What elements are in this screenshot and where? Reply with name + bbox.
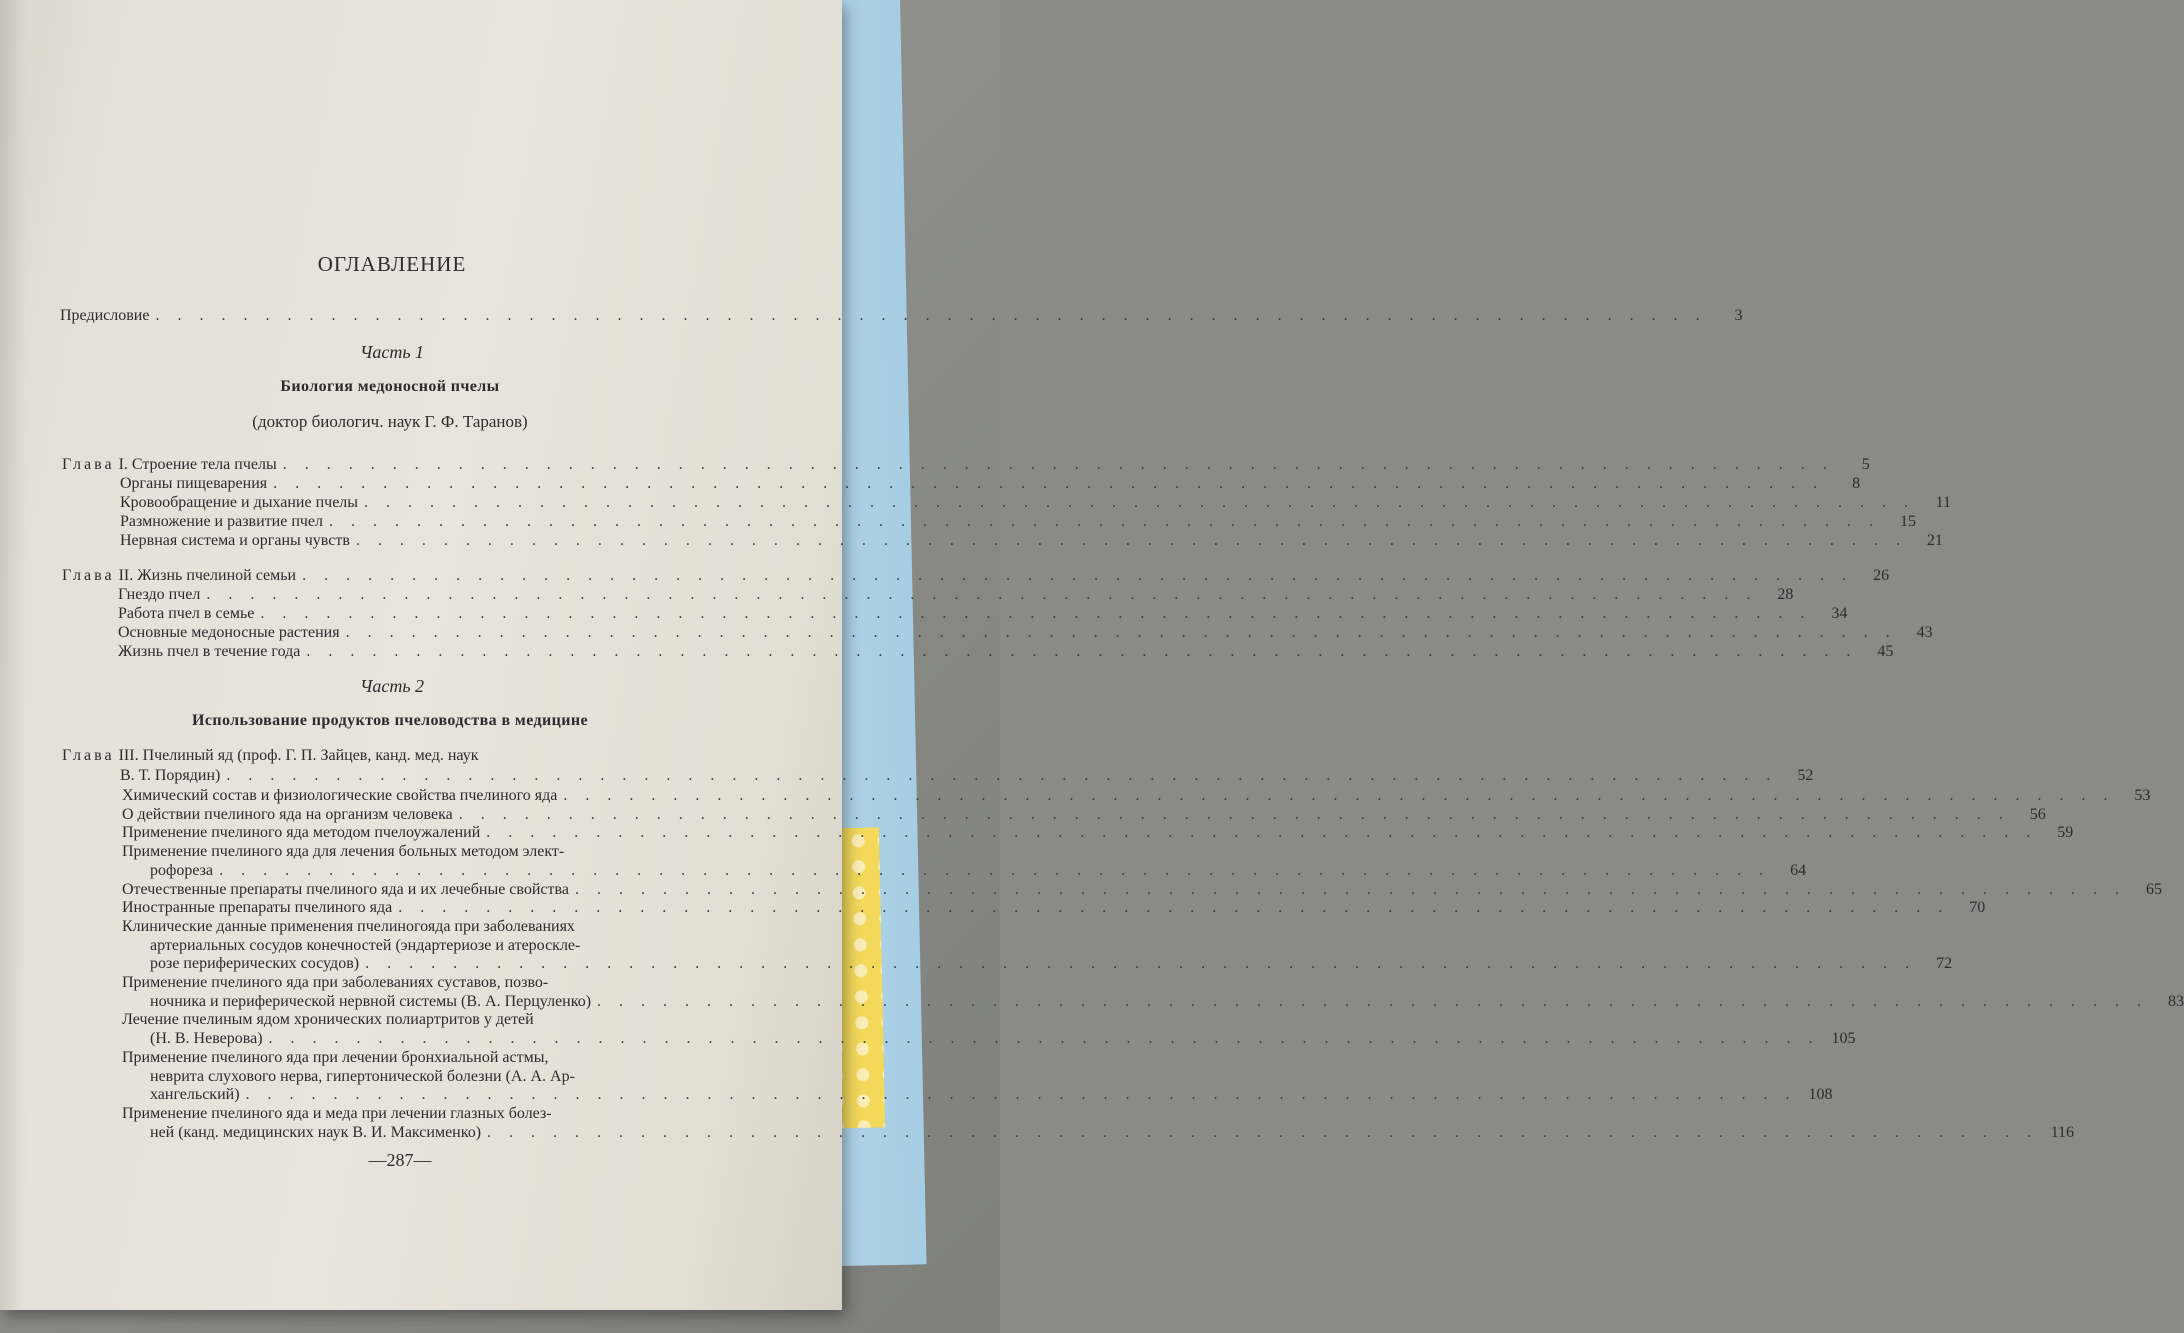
toc-entry — [120, 493, 1952, 512]
leader-dots — [283, 455, 1834, 474]
toc-entry — [150, 1029, 1856, 1048]
toc-entry — [150, 992, 2184, 1011]
toc-entry-label: Применение пчелиного яда методом пчелоужалений — [122, 824, 481, 842]
toc-entry-page: 43 — [1916, 624, 1933, 641]
toc-entry-label: Работа пчел в семье — [118, 605, 255, 622]
page-number: —287— — [368, 1150, 432, 1170]
leader-dots — [246, 1085, 1797, 1104]
toc-chapter — [62, 566, 1890, 585]
toc-entry-label: Иностранные препараты пчелиного яда — [122, 899, 393, 917]
toc-entry-label: Кровообращение и дыхание пчелы — [120, 494, 359, 511]
leader-dots — [597, 992, 2148, 1011]
toc-chapter — [62, 455, 1870, 474]
leader-dots — [206, 585, 1757, 604]
toc-entry-page: 28 — [1777, 586, 1794, 603]
leader-dots — [365, 954, 1916, 973]
leader-dots — [302, 566, 1853, 585]
toc-entry-page: 34 — [1831, 605, 1848, 622]
leader-dots — [459, 805, 2010, 824]
chapter-title: II. Жизнь пчелиной семьи — [118, 567, 297, 584]
toc-entry-page: 5 — [1861, 456, 1870, 473]
toc-entry-label: (Н. В. Неверова) — [150, 1030, 263, 1048]
toc-chapter — [62, 746, 478, 765]
toc-entry-label: розе периферических сосудов) — [150, 955, 360, 973]
toc-entry-label-line: Лечение пчелиным ядом хронических полиартритов у детей — [122, 1011, 534, 1029]
toc-entry-label: О действии пчелиного яда на организм человека — [122, 805, 453, 823]
toc-entry — [118, 623, 1933, 642]
chapter-prefix: Глава — [62, 567, 115, 584]
toc-entry-page: 64 — [1790, 861, 1807, 879]
chapter-prefix: Глава — [62, 456, 115, 473]
toc-entry-label-line: Применение пчелиного яда для лечения больных методом элект- — [122, 843, 565, 861]
leader-dots — [269, 1029, 1820, 1048]
chapter-title: III. Пчелиный яд (проф. Г. П. Зайцев, канд. мед. наук — [118, 747, 479, 764]
page-title: ОГЛАВЛЕНИЕ — [317, 252, 467, 276]
leader-dots — [155, 306, 1706, 325]
toc-entry-page: 108 — [1808, 1086, 1833, 1104]
toc-entry — [120, 474, 1861, 493]
chapter-title: I. Строение тела пчелы — [118, 456, 277, 473]
toc-entry — [122, 805, 2046, 824]
toc-entry-page: 3 — [1734, 307, 1743, 324]
toc-entry-label-line: Применение пчелиного яда и меда при лечении глазных болез- — [122, 1104, 552, 1122]
leader-dots — [486, 823, 2037, 842]
toc-entry — [120, 512, 1917, 531]
toc-entry-page: 11 — [1935, 494, 1952, 511]
toc-entry-label-line: Клинические данные применения пчелиногояда при заболеваниях — [122, 917, 575, 935]
part-label: Часть 2 — [359, 676, 425, 696]
toc-entry-page: 8 — [1852, 475, 1861, 492]
toc-entry-label: Химический состав и физиологические свойства пчелиного яда — [122, 787, 558, 804]
part-label: Часть 1 — [359, 342, 425, 362]
toc-entry-page: 65 — [2145, 880, 2162, 898]
toc-entry-preface — [60, 306, 1743, 325]
toc-entry-label-line: артериальных сосудов конечностей (эндартериозе и атероскле- — [150, 936, 581, 954]
toc-entry-page: 59 — [2057, 824, 2074, 842]
toc-entry-page: 83 — [2168, 992, 2184, 1010]
toc-entry-label: ночника и периферической нервной системы (В. А. Перцуленко) — [150, 992, 592, 1010]
toc-entry-page: 105 — [1831, 1030, 1856, 1048]
toc-entry-label: Предисловие — [60, 307, 150, 324]
toc-entry — [118, 642, 1894, 661]
leader-dots — [260, 604, 1811, 623]
toc-entry-label: Размножение и развитие пчел — [120, 513, 324, 530]
leader-dots — [398, 898, 1949, 917]
leader-dots — [575, 880, 2126, 899]
leader-dots — [306, 642, 1857, 661]
toc-entry-label: ней (канд. медицинских наук В. И. Максименко) — [150, 1123, 482, 1141]
toc-entry-page: 21 — [1926, 532, 1943, 549]
toc-chapter-continued — [120, 766, 1814, 785]
toc-entry-label: Органы пищеварения — [120, 475, 268, 492]
toc-entry-page: 45 — [1877, 643, 1894, 660]
leader-dots — [226, 766, 1777, 785]
leader-dots — [364, 493, 1915, 512]
toc-entry-label: Основные медоносные растения — [118, 624, 340, 641]
toc-entry-label: Жизнь пчел в течение года — [118, 643, 301, 660]
toc-entry-page: 56 — [2029, 805, 2046, 823]
leader-dots — [487, 1123, 2038, 1142]
leader-dots — [219, 861, 1770, 880]
part-author: (доктор биологич. наук Г. Ф. Таранов) — [252, 412, 528, 431]
chapter-prefix: Глава — [62, 747, 115, 764]
leader-dots — [346, 623, 1897, 642]
toc-entry-page: 72 — [1936, 955, 1953, 973]
toc-entry-page: 15 — [1900, 513, 1917, 530]
toc-entry-label: хангельский) — [150, 1086, 240, 1104]
toc-entry-page: 26 — [1873, 567, 1890, 584]
part-heading: Биология медоносной пчелы — [280, 378, 500, 395]
toc-entry-label: Отечественные препараты пчелиного яда и их лечебные свойства — [122, 880, 569, 898]
toc-entry-label: рофореза — [150, 861, 214, 879]
toc-entry-label: Гнездо пчел — [118, 586, 201, 603]
toc-entry — [122, 786, 2151, 805]
leader-dots — [356, 531, 1907, 550]
toc-entry-page: 52 — [1797, 767, 1814, 784]
toc-entry — [118, 585, 1794, 604]
toc-entry-label-line: неврита слухового нерва, гипертонической болезни (А. А. Ар- — [150, 1067, 575, 1085]
toc-entry — [150, 1123, 2075, 1142]
toc-entry — [120, 531, 1943, 550]
toc-entry — [122, 880, 2162, 899]
toc-entry — [122, 823, 2074, 842]
toc-entry-page: 116 — [2050, 1123, 2075, 1141]
toc-entry-label-line: Применение пчелиного яда при лечении бронхиальной астмы, — [122, 1048, 549, 1066]
toc-entry — [150, 861, 1807, 880]
leader-dots — [563, 786, 2114, 805]
toc-entry — [150, 954, 1953, 973]
toc-entry — [150, 1085, 1833, 1104]
toc-entry-page: 53 — [2134, 787, 2151, 804]
leader-dots — [329, 512, 1880, 531]
toc-entry-label: Нервная система и органы чувств — [120, 532, 350, 549]
toc-entry — [122, 898, 1986, 917]
leader-dots — [273, 474, 1824, 493]
toc-entry-label-line: Применение пчелиного яда при заболеваниях суставов, позво- — [122, 974, 549, 991]
part-heading: Использование продуктов пчеловодства в медицине — [192, 712, 588, 729]
toc-entry — [118, 604, 1848, 623]
chapter-title-continued: В. Т. Порядин) — [120, 767, 221, 784]
toc-entry-page: 70 — [1969, 899, 1986, 917]
